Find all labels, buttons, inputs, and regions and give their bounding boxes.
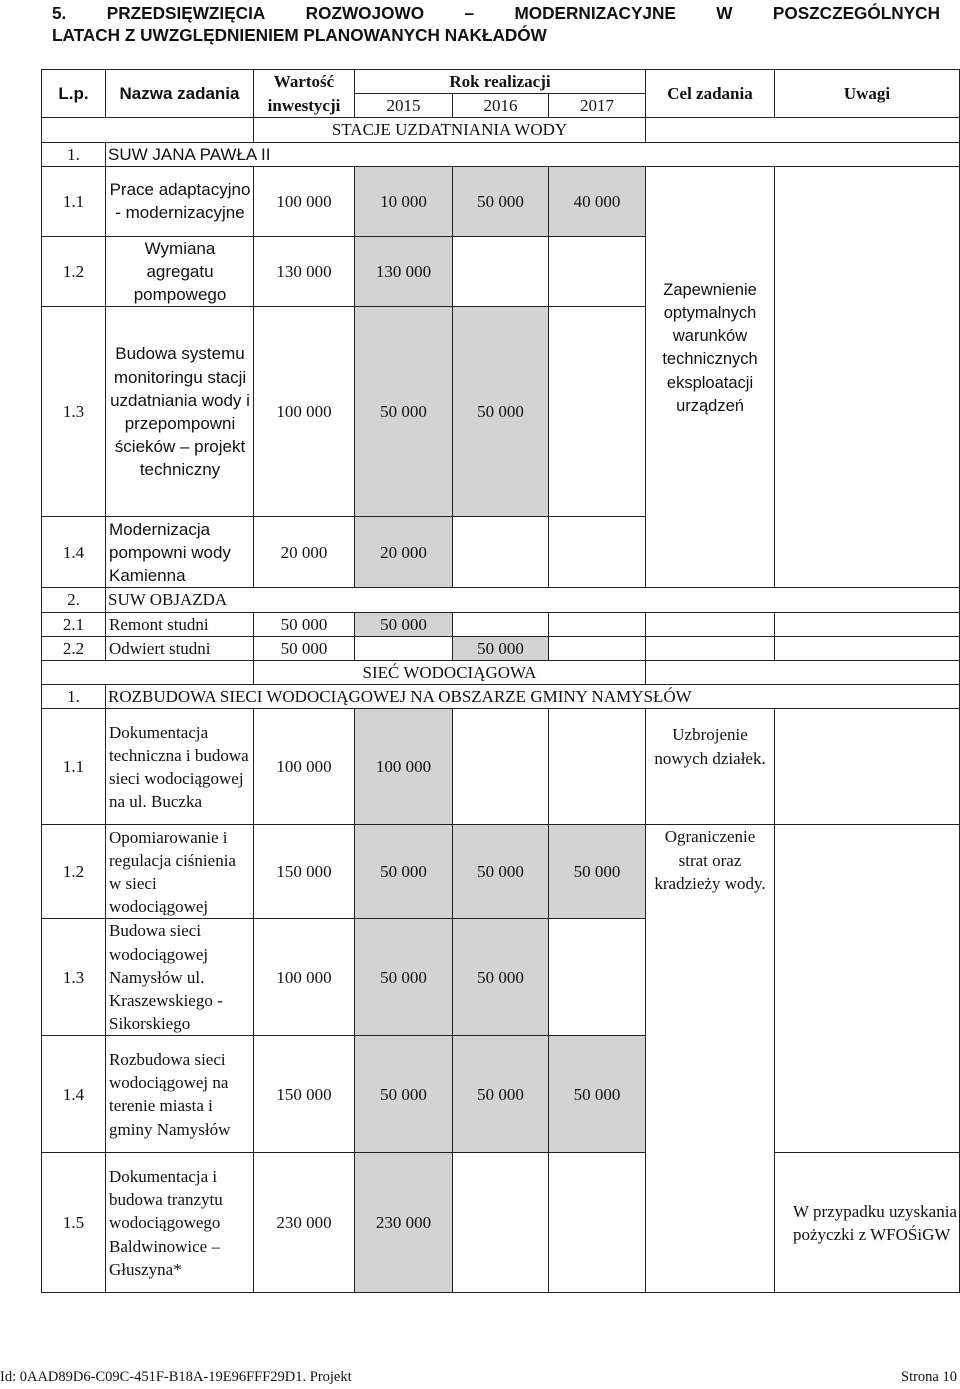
row-2016 [453, 236, 549, 307]
row-value: 50 000 [254, 612, 355, 636]
investment-table [41, 69, 960, 1293]
row-lp: 1.2 [42, 825, 106, 919]
row-2017: 50 000 [549, 1036, 646, 1153]
header-goal: Cel zadania [646, 70, 775, 118]
row-2015: 130 000 [355, 236, 453, 307]
header-value-unit: inwestycji [254, 94, 355, 118]
header-notes: Uwagi [775, 70, 960, 118]
row-2017: 40 000 [549, 166, 646, 236]
group-name: ROZBUDOWA SIECI WODOCIĄGOWEJ NA OBSZARZE GMINY NAMYSŁÓW [106, 685, 960, 709]
row-2017 [549, 612, 646, 636]
table-row [42, 1153, 960, 1293]
heading-word: MODERNIZACYJNE [514, 3, 676, 23]
row-2016: 50 000 [453, 1036, 549, 1153]
table-row [42, 166, 960, 236]
row-2015: 100 000 [355, 709, 453, 825]
section-spacer [42, 661, 254, 685]
row-2017 [549, 919, 646, 1036]
row-2017 [549, 636, 646, 660]
row-2017 [549, 1153, 646, 1293]
row-task-name: Dokumentacja techniczna i budowa sieci wodociągowej na ul. Buczka [106, 709, 254, 825]
page-footer [0, 1369, 957, 1386]
header-year-2016: 2016 [453, 94, 549, 118]
row-2015: 50 000 [355, 1036, 453, 1153]
row-2016 [453, 709, 549, 825]
row-2017 [549, 307, 646, 517]
row-task-name: Budowa sieci wodociągowej Namysłów ul. Kraszewskiego - Sikorskiego [106, 919, 254, 1036]
table-row [42, 636, 960, 660]
row-task-name: Prace adaptacyjno - modernizacyjne [106, 166, 254, 236]
group-number: 2. [42, 588, 106, 612]
row-lp: 2.2 [42, 636, 106, 660]
row-goal [646, 636, 775, 660]
row-2017 [549, 517, 646, 588]
group-row [42, 142, 960, 166]
goal-suw: Zapewnienie optymalnych warunków technicznych eksploatacji urządzeń [646, 166, 775, 588]
group-row [42, 685, 960, 709]
group-number: 1. [42, 685, 106, 709]
row-lp: 1.4 [42, 1036, 106, 1153]
row-value: 50 000 [254, 636, 355, 660]
group-name: SUW OBJAZDA [106, 588, 960, 612]
header-year-2017: 2017 [549, 94, 646, 118]
row-value: 100 000 [254, 307, 355, 517]
group-number: 1. [42, 142, 106, 166]
section-row [42, 118, 960, 142]
heading-word: ROZWOJOWO [305, 3, 425, 23]
header-years-title: Rok realizacji [355, 70, 646, 94]
row-value: 150 000 [254, 825, 355, 919]
row-2015: 50 000 [355, 612, 453, 636]
row-2016: 50 000 [453, 166, 549, 236]
row-lp: 1.5 [42, 1153, 106, 1293]
row-notes [775, 612, 960, 636]
row-lp: 1.4 [42, 517, 106, 588]
row-notes [775, 166, 960, 588]
row-task-name: Dokumentacja i budowa tranzytu wodociągowego Baldwinowice – Głuszyna* [106, 1153, 254, 1293]
row-value: 20 000 [254, 517, 355, 588]
row-2016: 50 000 [453, 636, 549, 660]
header-value: Wartość [254, 70, 355, 94]
section-heading-line-2: LATACH Z UWZGLĘDNIENIEM PLANOWANYCH NAKŁADÓW [52, 25, 547, 45]
header-task-name: Nazwa zadania [106, 70, 254, 118]
row-lp: 2.1 [42, 612, 106, 636]
header-lp: L.p. [42, 70, 106, 118]
row-2016 [453, 1153, 549, 1293]
row-notes [775, 636, 960, 660]
heading-word: – [464, 3, 475, 23]
table-header-row [42, 70, 960, 94]
row-lp: 1.3 [42, 919, 106, 1036]
row-lp: 1.3 [42, 307, 106, 517]
row-2016 [453, 517, 549, 588]
row-notes [775, 709, 960, 825]
section-title-stacje: STACJE UZDATNIANIA WODY [254, 118, 646, 142]
document-id: Id: 0AAD89D6-C09C-451F-B18A-19E96FFF29D1. Projekt [0, 1369, 352, 1385]
group-name: SUW JANA PAWŁA II [106, 142, 960, 166]
row-value: 150 000 [254, 1036, 355, 1153]
row-value: 230 000 [254, 1153, 355, 1293]
row-value: 100 000 [254, 166, 355, 236]
section-spacer [646, 118, 960, 142]
table-row [42, 612, 960, 636]
row-2017 [549, 709, 646, 825]
section-heading [52, 2, 940, 46]
section-spacer [42, 118, 254, 142]
row-2017 [549, 236, 646, 307]
row-task-name: Remont studni [106, 612, 254, 636]
row-2016: 50 000 [453, 307, 549, 517]
row-value: 130 000 [254, 236, 355, 307]
heading-word: W [716, 3, 733, 23]
section-title-siec: SIEĆ WODOCIĄGOWA [254, 661, 646, 685]
table-row [42, 709, 960, 825]
section-spacer [646, 661, 960, 685]
row-lp: 1.2 [42, 236, 106, 307]
row-2016 [453, 612, 549, 636]
row-lp: 1.1 [42, 709, 106, 825]
heading-word: PRZEDSIĘWZIĘCIA [106, 3, 266, 23]
goal-siec-1: Uzbrojenie nowych działek. [646, 709, 775, 825]
header-year-2015: 2015 [355, 94, 453, 118]
group-row [42, 588, 960, 612]
row-task-name: Opomiarowanie i regulacja ciśnienia w sieci wodociągowej [106, 825, 254, 919]
row-task-name: Modernizacja pompowni wody Kamienna [106, 517, 254, 588]
row-2015: 50 000 [355, 825, 453, 919]
row-goal [646, 612, 775, 636]
section-heading-line-1 [52, 2, 940, 24]
heading-word: POSZCZEGÓLNYCH [772, 3, 940, 23]
row-2015: 10 000 [355, 166, 453, 236]
row-value: 100 000 [254, 709, 355, 825]
row-2015: 20 000 [355, 517, 453, 588]
table-row [42, 825, 960, 919]
section-row [42, 661, 960, 685]
row-task-name: Rozbudowa sieci wodociągowej na terenie miasta i gminy Namysłów [106, 1036, 254, 1153]
row-task-name: Budowa systemu monitoringu stacji uzdatniania wody i przepompowni ścieków – projekt techniczny [106, 307, 254, 517]
row-task-name: Odwiert studni [106, 636, 254, 660]
note-wfos: W przypadku uzyskania pożyczki z WFOŚiGW [775, 1153, 960, 1293]
row-lp: 1.1 [42, 166, 106, 236]
row-2017: 50 000 [549, 825, 646, 919]
row-2015: 50 000 [355, 307, 453, 517]
row-notes [775, 825, 960, 1153]
row-2016: 50 000 [453, 825, 549, 919]
page-number: Strona 10 [901, 1369, 957, 1385]
row-2015: 50 000 [355, 919, 453, 1036]
heading-word: 5. [52, 3, 67, 23]
row-2016: 50 000 [453, 919, 549, 1036]
row-value: 100 000 [254, 919, 355, 1036]
row-2015 [355, 636, 453, 660]
row-2015: 230 000 [355, 1153, 453, 1293]
goal-siec-2: Ograniczenie strat oraz kradzieży wody. [646, 825, 775, 1293]
row-task-name: Wymiana agregatu pompowego [106, 236, 254, 307]
